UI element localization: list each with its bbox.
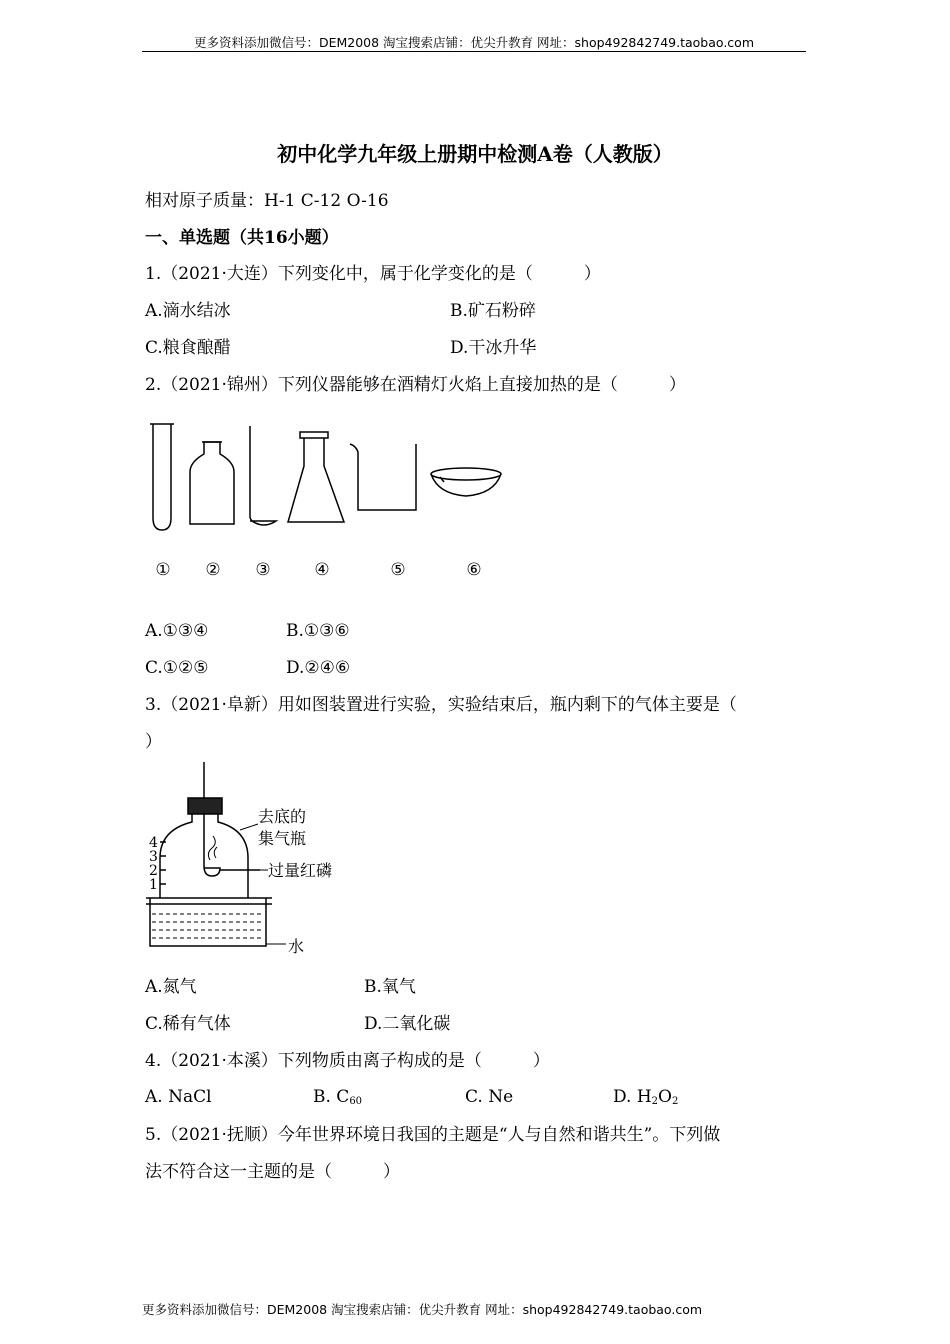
conical-flask-icon [288,432,344,522]
red-phosphorus-apparatus-figure [140,758,360,958]
q3-stem-line1: 3.（2021·阜新）用如图装置进行实验，实验结束后，瓶内剩下的气体主要是（ [145,695,737,715]
q2-option-c[interactable]: C.①②⑤ [145,658,209,678]
q3-option-a[interactable]: A.氮气 [145,977,197,997]
scale-1: 1 [149,877,158,893]
apparatus-label-5: ⑤ [390,560,406,580]
scale-3: 3 [149,849,158,865]
q2-option-d[interactable]: D.②④⑥ [286,658,351,678]
section-heading: 一、单选题（共16小题） [145,228,339,248]
page-footer: 更多资料添加微信号：DEM2008 淘宝搜索店铺：优尖升教育 网址：shop492842749.taobao.com [142,1302,703,1317]
q2-stem: 2.（2021·锦州）下列仪器能够在酒精灯火焰上直接加热的是（ ） [145,375,686,395]
test-tube-icon [150,424,174,530]
apparatus-label-2: ② [205,560,221,580]
atomic-mass-line: 相对原子质量：H-1 C-12 O-16 [145,191,389,211]
label-bottomless-bottle-2: 集气瓶 [258,829,307,848]
lab-apparatus-figure [140,418,520,588]
stopper-icon [188,798,222,814]
q4-option-a[interactable]: A. NaCl [145,1087,212,1107]
label-bottomless-bottle-1: 去底的 [258,807,307,826]
label-water: 水 [288,937,305,956]
header-rule [142,51,806,52]
q4-option-b[interactable]: B. $C_{60}$ [313,1087,363,1107]
combustion-spoon-icon [250,426,276,525]
evaporating-dish-icon [431,468,501,496]
q4-stem: 4.（2021·本溪）下列物质由离子构成的是（ ） [145,1051,550,1071]
apparatus-label-6: ⑥ [466,560,482,580]
q3-option-d[interactable]: D.二氧化碳 [364,1014,451,1034]
q3-stem-line2: ） [145,732,162,752]
label-red-phosphorus: 过量红磷 [268,861,333,880]
beaker-icon [350,444,416,510]
q2-option-a[interactable]: A.①③④ [145,621,209,641]
q2-option-b[interactable]: B.①③⑥ [286,621,350,641]
q3-option-b[interactable]: B.氧气 [364,977,416,997]
q5-stem-line2: 法不符合这一主题的是（ ） [145,1162,400,1182]
scale-2: 2 [149,863,158,879]
apparatus-label-3: ③ [255,560,271,580]
q1-option-c[interactable]: C.粮食酿醋 [145,338,231,358]
q4-option-d[interactable]: D. $H_2O_2$ [613,1087,679,1107]
q1-stem: 1.（2021·大连）下列变化中，属于化学变化的是（ ） [145,264,601,284]
reagent-bottle-icon [190,442,234,524]
page-title: 初中化学九年级上册期中检测A卷（人教版） [277,142,673,166]
page-header: 更多资料添加微信号：DEM2008 淘宝搜索店铺：优尖升教育 网址：shop492842749.taobao.com [193,35,755,50]
q5-stem-line1: 5.（2021·抚顺）今年世界环境日我国的主题是“人与自然和谐共生”。下列做 [145,1125,721,1145]
q4-option-c[interactable]: C. Ne [465,1087,514,1107]
apparatus-label-4: ④ [314,560,330,580]
scale-4: 4 [149,835,158,851]
q1-option-a[interactable]: A.滴水结冰 [145,301,231,321]
q1-option-d[interactable]: D.干冰升华 [450,338,537,358]
apparatus-label-1: ① [155,560,171,580]
q1-option-b[interactable]: B.矿石粉碎 [450,301,536,321]
q3-option-c[interactable]: C.稀有气体 [145,1014,231,1034]
